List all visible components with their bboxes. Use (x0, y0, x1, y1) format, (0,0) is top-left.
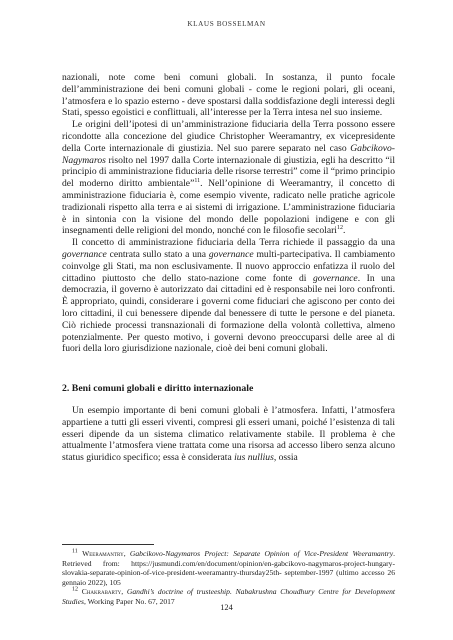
main-text (62, 72, 395, 355)
footnotes (62, 549, 395, 607)
page-number: 124 (220, 603, 233, 612)
footnote-11: $^{11}$ Weeramantry, Gabcikovo-Nagymaros Project: Separate Opinion of Vice-President Weeramantry. Retrieved from: https://jusmundi.com/en/document/opinion/en-gabcikovo-nagymaros-project-hungary-slovakia-separate-opinion-of-vice-president-weeramantry-thursday25th- september-1997 (ultimo accesso 26 gennaio 2022), 105 (62, 548, 395, 587)
section-text (62, 405, 395, 464)
footnote-divider (62, 544, 154, 545)
paragraph-atmosphere: Un esempio importante di beni comuni globali è l’atmosfera. Infatti, l’atmosfera appartiene a tutti gli esseri viventi, compresi gli esseri umani, poiché l’esistenza di tali esseri dipende da un sistema climatico relativamente stabile. Il problema è che attualmente l’atmosfera viene trattata come una risorsa ad accesso libero senza alcuno status giuridico specifico; essa è considerata ius nullius, ossia (62, 405, 395, 464)
paragraph-weeramantry: Le origini dell’ipotesi di un’amministrazione fiduciaria della Terra possono essere ricondotte alla concezione del giudice Christopher Weeramantry, ex vicepresidente della Corte internazionale di giustizia. Nel suo parere separato nel caso Gabcikovo-Nagymaros risolto nel 1997 dalla Corte internazionale di giustizia, egli ha descritto “il principio di amministrazione fiduciaria delle risorse terrestri” come il “primo principio del moderno diritto ambientale”$^{11}$. Nell’opinione di Weeramantry, il concetto di amministrazione fiduciaria è, come esempio vivente, radicato nelle pratiche agricole tradizionali rispetto alla terra e ai sistemi di irrigazione. L’amministrazione fiduciaria è in sintonia con la visione del mondo delle popolazioni indigene e con gli insegnamenti delle religioni del mondo, nonché con le filosofie secolari$^{12}$. (62, 119, 396, 237)
paragraph-continued: nazionali, note come beni comuni globali. In sostanza, il punto focale dell’amministrazione dei beni comuni globali - come le regioni polari, gli oceani, l’atmosfera e lo spazio esterno - deve spostarsi dalla soddisfazione degli interessi degli Stati, spesso egoistici e conflittuali, all’interesse per la Terra intesa nel suo insieme. (62, 72, 396, 119)
case-name: Gabcikovo-Nagymaros (62, 142, 395, 166)
section-heading: 2. Beni comuni globali e diritto internazionale (62, 383, 254, 394)
footnote-ref-11: 11 (194, 177, 201, 184)
footnote-ref-12: 12 (336, 225, 343, 232)
paragraph-governance: Il concetto di amministrazione fiduciaria della Terra richiede il passaggio da una governance centrata sullo stato a una governance multi-partecipativa. Il cambiamento coinvolge gli Stati, ma non esclusivamente. Il nuovo approccio enfatizza il ruolo del cittadino piuttosto che dello stato-nazione come fonte di governance. In una democrazia, il governo è autorizzato dai cittadini ed è responsabile nei loro confronti. È appropriato, quindi, considerare i governi come fiduciari che agiscono per conto dei loro cittadini, il cui benessere dipende dal benessere di tutte le persone e del pianeta. Ciò richiede processi transnazionali di formazione della volontà collettiva, almeno potenzialmente. Per questo motivo, i governi devono preoccuparsi delle aree al di fuori della loro giurisdizione nazionale, cioè dei beni comuni globali. (62, 237, 395, 355)
latin-term: ius nullius (234, 452, 274, 464)
footnote-12: $^{12}$ Chakrabarty, Gandhi’s doctrine of trusteeship. Nabakrushna Choudhury Centre for Development Studies, Working Paper No. 67, 2017 (62, 586, 395, 606)
running-header: KLAUS BOSSELMAN (187, 20, 266, 28)
